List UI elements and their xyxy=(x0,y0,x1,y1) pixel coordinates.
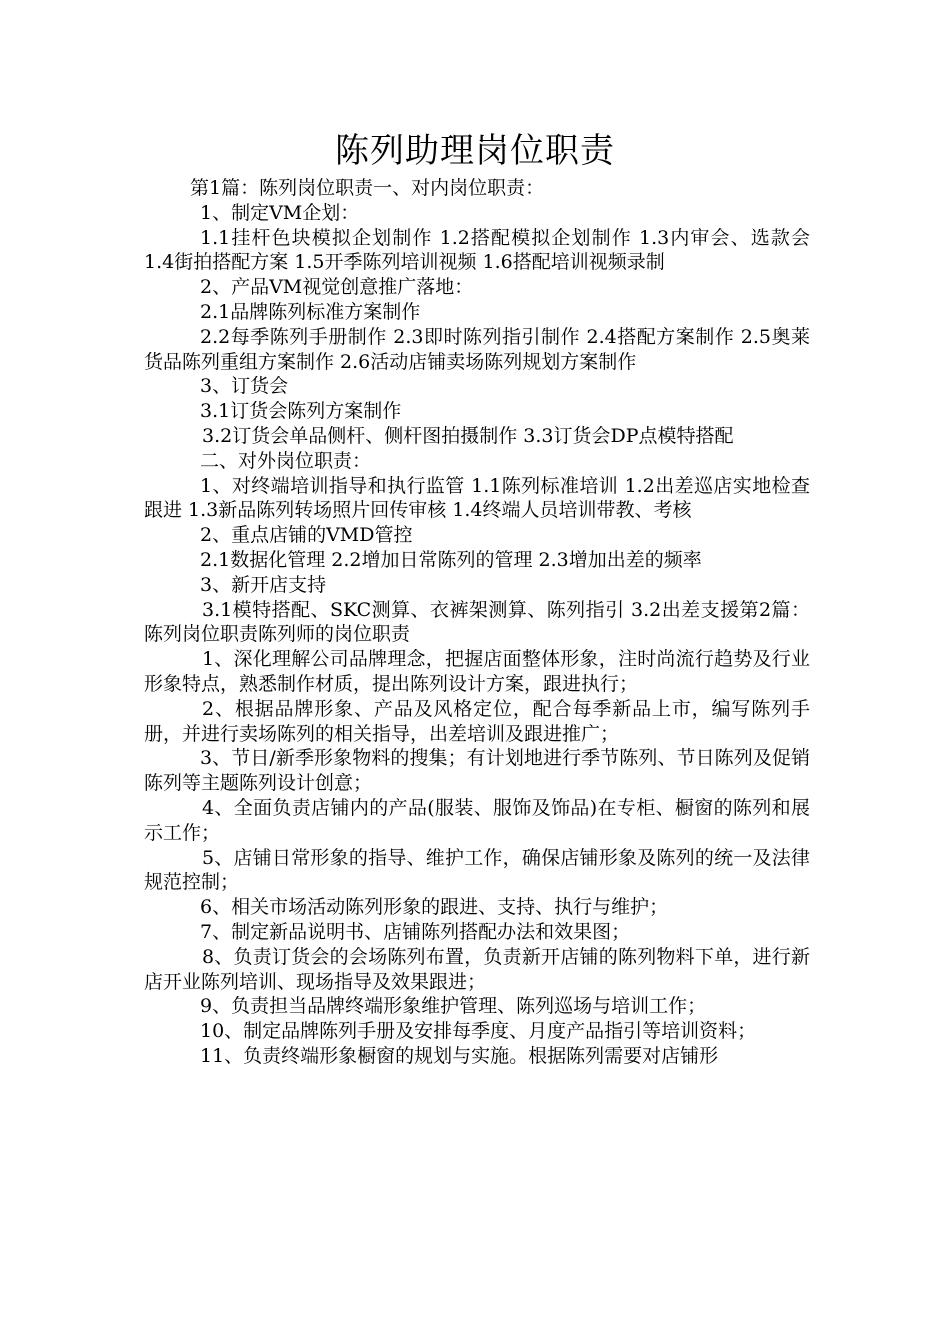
paragraph: 3.1订货会陈列方案制作 xyxy=(200,400,402,423)
paragraph: 2.1品牌陈列标准方案制作 xyxy=(200,300,421,323)
paragraph: 2.2每季陈列手册制作 2.3即时陈列指引制作 2.4搭配方案制作 2.5奥莱货品陈列重组方案制作 2.6活动店铺卖场陈列规划方案制作 xyxy=(144,325,810,373)
paragraph: 11、负责终端形象橱窗的规划与实施。根据陈列需要对店铺形 xyxy=(200,1044,719,1067)
document-body xyxy=(144,176,810,1069)
paragraph: 1、深化理解公司品牌理念，把握店面整体形象，注时尚流行趋势及行业形象特点，熟悉制作材质，提出陈列设计方案，跟进执行； xyxy=(144,648,810,695)
paragraph: 4、全面负责店铺内的产品(服装、服饰及饰品)在专柜、橱窗的陈列和展示工作； xyxy=(144,796,810,844)
paragraph: 2、重点店铺的VMD管控 xyxy=(200,524,413,547)
paragraph: 5、店铺日常形象的指导、维护工作，确保店铺形象及陈列的统一及法律规范控制； xyxy=(144,846,810,894)
paragraph: 6、相关市场活动陈列形象的跟进、支持、执行与维护； xyxy=(200,896,669,919)
paragraph: 9、负责担当品牌终端形象维护管理、陈列巡场与培训工作； xyxy=(200,995,707,1018)
paragraph: 10、制定品牌陈列手册及安排每季度、月度产品指引等培训资料； xyxy=(200,1020,757,1043)
paragraph: 8、负责订货会的会场陈列布置，负责新开店铺的陈列物料下单，进行新店开业陈列培训、现场指导及效果跟进； xyxy=(144,945,810,993)
paragraph: 2、产品VM视觉创意推广落地： xyxy=(200,276,474,299)
paragraph: 7、制定新品说明书、店铺陈列搭配办法和效果图； xyxy=(200,920,631,943)
paragraph: 3.2订货会单品侧杆、侧杆图拍摄制作 3.3订货会DP点模特搭配 xyxy=(202,424,734,447)
document-title: 陈列助理岗位职责 xyxy=(335,131,615,171)
paragraph: 1.1挂杆色块模拟企划制作 1.2搭配模拟企划制作 1.3内审会、选款会 1.4街拍搭配方案 1.5开季陈列培训视频 1.6搭配培训视频录制 xyxy=(144,226,810,274)
paragraph: 第1篇：陈列岗位职责一、对内岗位职责： xyxy=(190,177,545,199)
paragraph: 3、订货会 xyxy=(200,375,289,398)
paragraph: 3、节日/新季形象物料的搜集；有计划地进行季节陈列、节日陈列及促销陈列等主题陈列设计创意； xyxy=(144,747,810,795)
paragraph: 2.1数据化管理 2.2增加日常陈列的管理 2.3增加出差的频率 xyxy=(200,548,702,571)
paragraph: 2、根据品牌形象、产品及风格定位，配合每季新品上市，编写陈列手册，并进行卖场陈列的相关指导，出差培训及跟进推广； xyxy=(144,697,810,745)
paragraph: 3、新开店支持 xyxy=(200,573,327,596)
paragraph: 1、制定VM企划： xyxy=(200,201,360,224)
paragraph: 3.1模特搭配、SKC测算、衣裤架测算、陈列指引 3.2出差支援第2篇：陈列岗位职责陈列师的岗位职责 xyxy=(144,598,810,646)
paragraph: 1、对终端培训指导和执行监管 1.1陈列标准培训 1.2出差巡店实地检查跟进 1.3新品陈列转场照片回传审核 1.4终端人员培训带教、考核 xyxy=(144,474,810,522)
paragraph: 二、对外岗位职责： xyxy=(200,449,372,472)
